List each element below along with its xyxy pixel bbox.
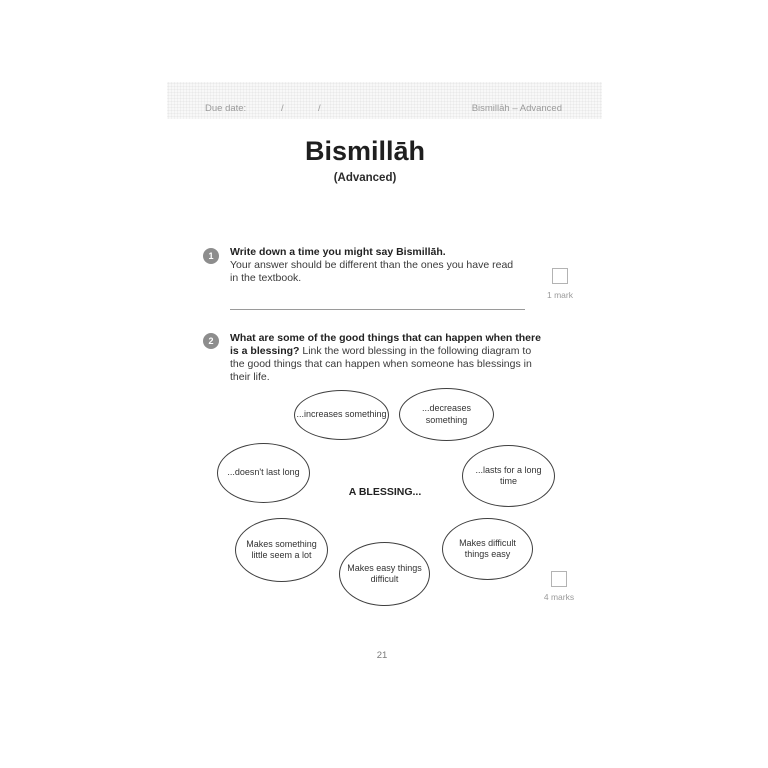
header-band: [167, 82, 602, 119]
title-block: [167, 137, 563, 184]
due-date-slash-2: /: [318, 103, 321, 114]
answer-line: [230, 309, 525, 310]
question-2-mark-checkbox[interactable]: [551, 571, 567, 587]
question-1-marks-label: 1 mark: [547, 290, 573, 300]
question-1-number-label: 1: [208, 251, 214, 261]
page-title: Bismillāh: [304, 136, 426, 166]
diagram-node-label: ...increases something: [296, 409, 387, 420]
question-1-text: [230, 246, 522, 285]
page-number: 21: [376, 650, 388, 661]
diagram-node-easy-things-difficult: [339, 542, 430, 606]
diagram-node-lasts-long: [462, 445, 555, 507]
question-1-instructions: Your answer should be different than the ones you have read in the textbook.: [230, 259, 514, 284]
page-subtitle: (Advanced): [333, 171, 397, 184]
diagram-node-label: Makes difficult things easy: [459, 537, 516, 559]
header-chapter-label: Bismillāh – Advanced: [471, 103, 562, 114]
question-1-number: [203, 248, 219, 264]
question-2-number-label: 2: [208, 336, 214, 346]
diagram-center-label: A BLESSING...: [348, 486, 422, 498]
diagram-node-label: Makes something little seem a lot: [246, 538, 317, 560]
question-1-prompt: Write down a time you might say Bismillāh.: [230, 246, 446, 258]
diagram-node-label: ...doesn't last long: [227, 467, 300, 478]
question-2-instructions: Link the word blessing in the following diagram to the good things that can happen when someone has blessings in their life.: [230, 345, 532, 383]
question-2-text: [230, 332, 548, 384]
due-date-label: Due date:: [205, 103, 247, 114]
diagram-node-doesnt-last: [217, 443, 310, 503]
diagram-node-increases: [294, 390, 389, 440]
diagram-node-decreases: [399, 388, 494, 441]
diagram-node-label: ...decreases something: [421, 403, 472, 425]
question-2-prompt: What are some of the good things that can happen when there is a blessing?: [230, 332, 541, 357]
question-2-marks-label: 4 marks: [543, 592, 575, 602]
question-2-number: [203, 333, 219, 349]
diagram-node-difficult-things-easy: [442, 518, 533, 580]
diagram-node-label: ...lasts for a long time: [475, 464, 542, 486]
diagram-node-little-seem-a-lot: [235, 518, 328, 582]
diagram-node-label: Makes easy things difficult: [347, 562, 422, 584]
due-date-slash-1: /: [281, 103, 284, 114]
question-1-mark-checkbox[interactable]: [552, 268, 568, 284]
